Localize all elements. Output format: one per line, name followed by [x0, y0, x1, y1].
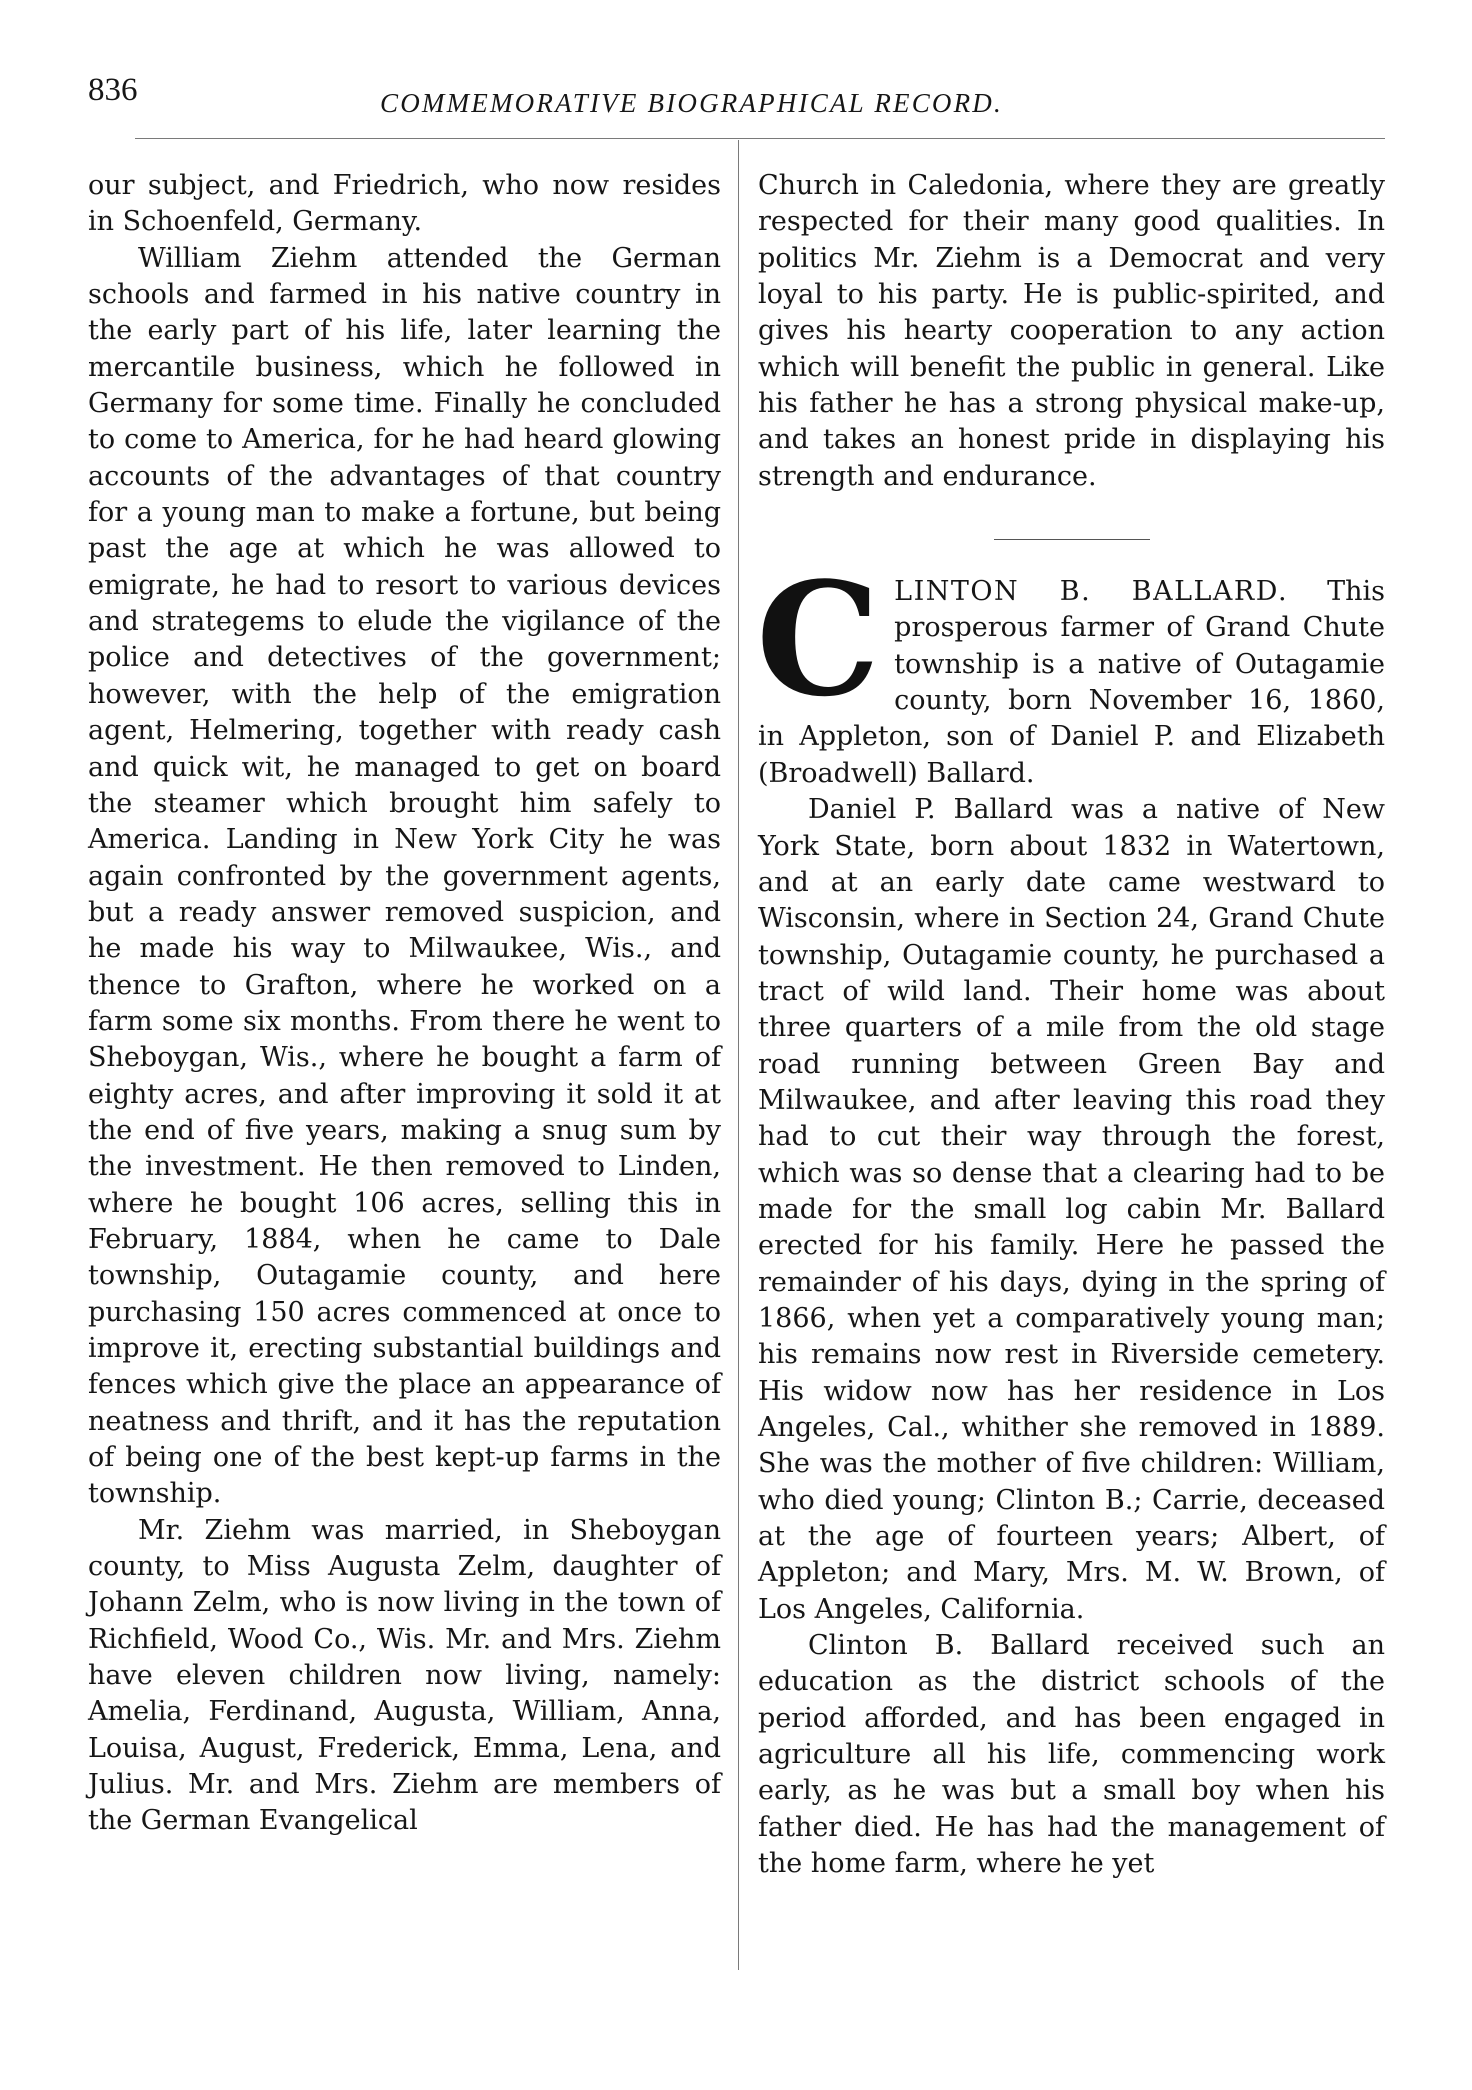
paragraph-clinton-ballard: Clinton B. Ballard received such an education as the district schools of the period afforded, and has been engaged in agriculture all his life, commencing work early, as he was but a small boy when his father died. He has had the management of the home farm, where he yet: [758, 1630, 1385, 1880]
biography-name: LINTON B. BALLARD.: [894, 576, 1289, 608]
paragraph-ziehm-emigration: William Ziehm attended the German schools and farmed in his native country in the early part of his life, later learning the mercantile business, which he followed in Germany for some time. Finally he concluded to come to America, for he had heard glowing accounts of the advantages of that country for a young man to make a fortune, but being past the age at which he was allowed to emigrate, he had to resort to various devices and strategems to elude the vigilance of the police and detectives of the government; however, with the help of the emigration agent, Helmering, together with ready cash and quick wit, he managed to get on board the steamer which brought him safely to America. Landing in New York City he was again confronted by the government agents, but a ready answer removed suspicion, and he made his way to Milwaukee, Wis., and thence to Grafton, where he worked on a farm some six months. From there he went to Sheboygan, Wis., where he bought a farm of eighty acres, and after improving it sold it at the end of five years, making a snug sum by the investment. He then removed to Linden, where he bought 106 acres, selling this in February, 1884, when he came to Dale township, Outagamie county, and here purchasing 150 acres commenced at once to improve it, erecting substantial buildings and fences which give the place an appearance of neatness and thrift, and it has the reputation of being one of the best kept-up farms in the township.: [88, 242, 721, 1510]
paragraph-daniel-ballard: Daniel P. Ballard was a native of New York State, born about 1832 in Watertown, and at an early date came westward to Wisconsin, where in Section 24, Grand Chute township, Outagamie county, he purchased a tract of wild land. Their home was about three quarters of a mile from the old stage road running between Green Bay and Milwaukee, and after leaving this road they had to cut their way through the forest, which was so dense that a clearing had to be made for the small log cabin Mr. Ballard erected for his family. Here he passed the remainder of his days, dying in the spring of 1866, when yet a comparatively young man; his remains now rest in Riverside cemetery. His widow now has her residence in Los Angeles, Cal., whither she removed in 1889. She was the mother of five children: William, who died young; Clinton B.; Carrie, deceased at the age of fourteen years; Albert, of Appleton; and Mary, Mrs. M. W. Brown, of Los Angeles, California.: [758, 794, 1385, 1625]
paragraph-ziehm-church: Church in Caledonia, where they are greatly respected for their many good qualities. In politics Mr. Ziehm is a Democrat and very loyal to his party. He is public-spirited, and gives his hearty cooperation to any action which will benefit the public in general. Like his father he has a strong physical make-up, and takes an honest pride in displaying his strength and endurance.: [758, 170, 1385, 492]
running-title: COMMEMORATIVE BIOGRAPHICAL RECORD.: [380, 88, 1003, 118]
page-number: 836: [88, 72, 138, 108]
drop-cap: C: [756, 548, 881, 732]
right-column: [758, 168, 1385, 1882]
paragraph-ziehm-family: Mr. Ziehm was married, in Sheboygan county, to Miss Augusta Zelm, daughter of Johann Zelm, who is now living in the town of Richfield, Wood Co., Wis. Mr. and Mrs. Ziehm have eleven children now living, namely: Amelia, Ferdinand, Augusta, William, Anna, Louisa, August, Frederick, Emma, Lena, and Julius. Mr. and Mrs. Ziehm are members of the German Evangelical: [88, 1514, 721, 1837]
paragraph-continuation: our subject, and Friedrich, who now resides in Schoenfeld, Germany.: [88, 170, 721, 238]
biography-heading-paragraph: [756, 548, 1385, 792]
biography-opening-text: This prosperous farmer of Grand Chute township is a native of Outagamie county, born November 16, 1860, in Appleton, son of Daniel P. and Elizabeth (Broadwell) Ballard.: [758, 576, 1385, 789]
left-column: [88, 168, 721, 1840]
section-divider: [994, 539, 1150, 540]
column-divider: [738, 140, 739, 1970]
header-rule: [135, 138, 1385, 139]
